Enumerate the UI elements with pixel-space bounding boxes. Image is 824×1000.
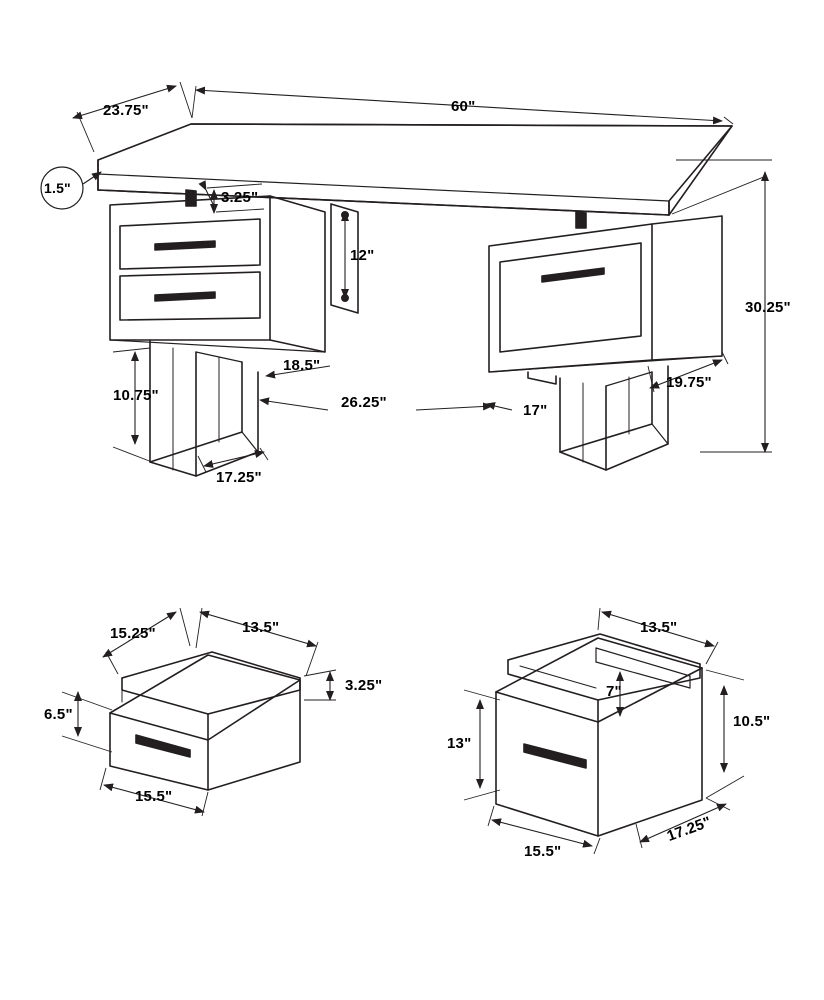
dim-pedestal-right-width: 17" — [523, 402, 548, 419]
dim-width-top: 60" — [451, 98, 476, 115]
dim-small-drawer-inner-width: 13.5" — [242, 619, 280, 636]
dim-file-drawer-inner-width: 13.5" — [640, 619, 678, 636]
dim-file-drawer-front-height: 13" — [447, 735, 472, 752]
dim-pedestal-right-depth: 19.75" — [666, 374, 712, 391]
dim-file-drawer-side-depth: 17.25" — [664, 813, 714, 846]
dim-overall-height: 30.25" — [745, 299, 791, 316]
dim-file-drawer-box-height: 10.5" — [733, 713, 771, 730]
dim-drawer-front-height: 3.25" — [221, 189, 259, 206]
dim-small-drawer-front-width: 15.5" — [135, 788, 173, 805]
dim-top-thickness: 1.5" — [44, 180, 71, 196]
dim-small-drawer-inner-depth: 15.25" — [110, 625, 156, 642]
dim-small-drawer-front-height: 6.5" — [44, 706, 73, 723]
dim-knee-space-width: 26.25" — [341, 394, 387, 411]
dim-file-drawer-front-width: 15.5" — [524, 843, 562, 860]
dim-pedestal-left-depth: 18.5" — [283, 357, 321, 374]
dim-small-drawer-box-height: 3.25" — [345, 677, 383, 694]
dim-clearance-height: 12" — [350, 247, 375, 264]
desk-main-outline — [98, 124, 732, 476]
dim-leg-height-left: 10.75" — [113, 387, 159, 404]
dim-file-drawer-rail-depth: 7" — [606, 683, 622, 700]
small-drawer-outline — [110, 652, 300, 790]
dim-depth-top: 23.75" — [103, 102, 149, 119]
dim-leg-base-depth-left: 17.25" — [216, 469, 262, 486]
file-drawer-outline — [496, 634, 702, 836]
